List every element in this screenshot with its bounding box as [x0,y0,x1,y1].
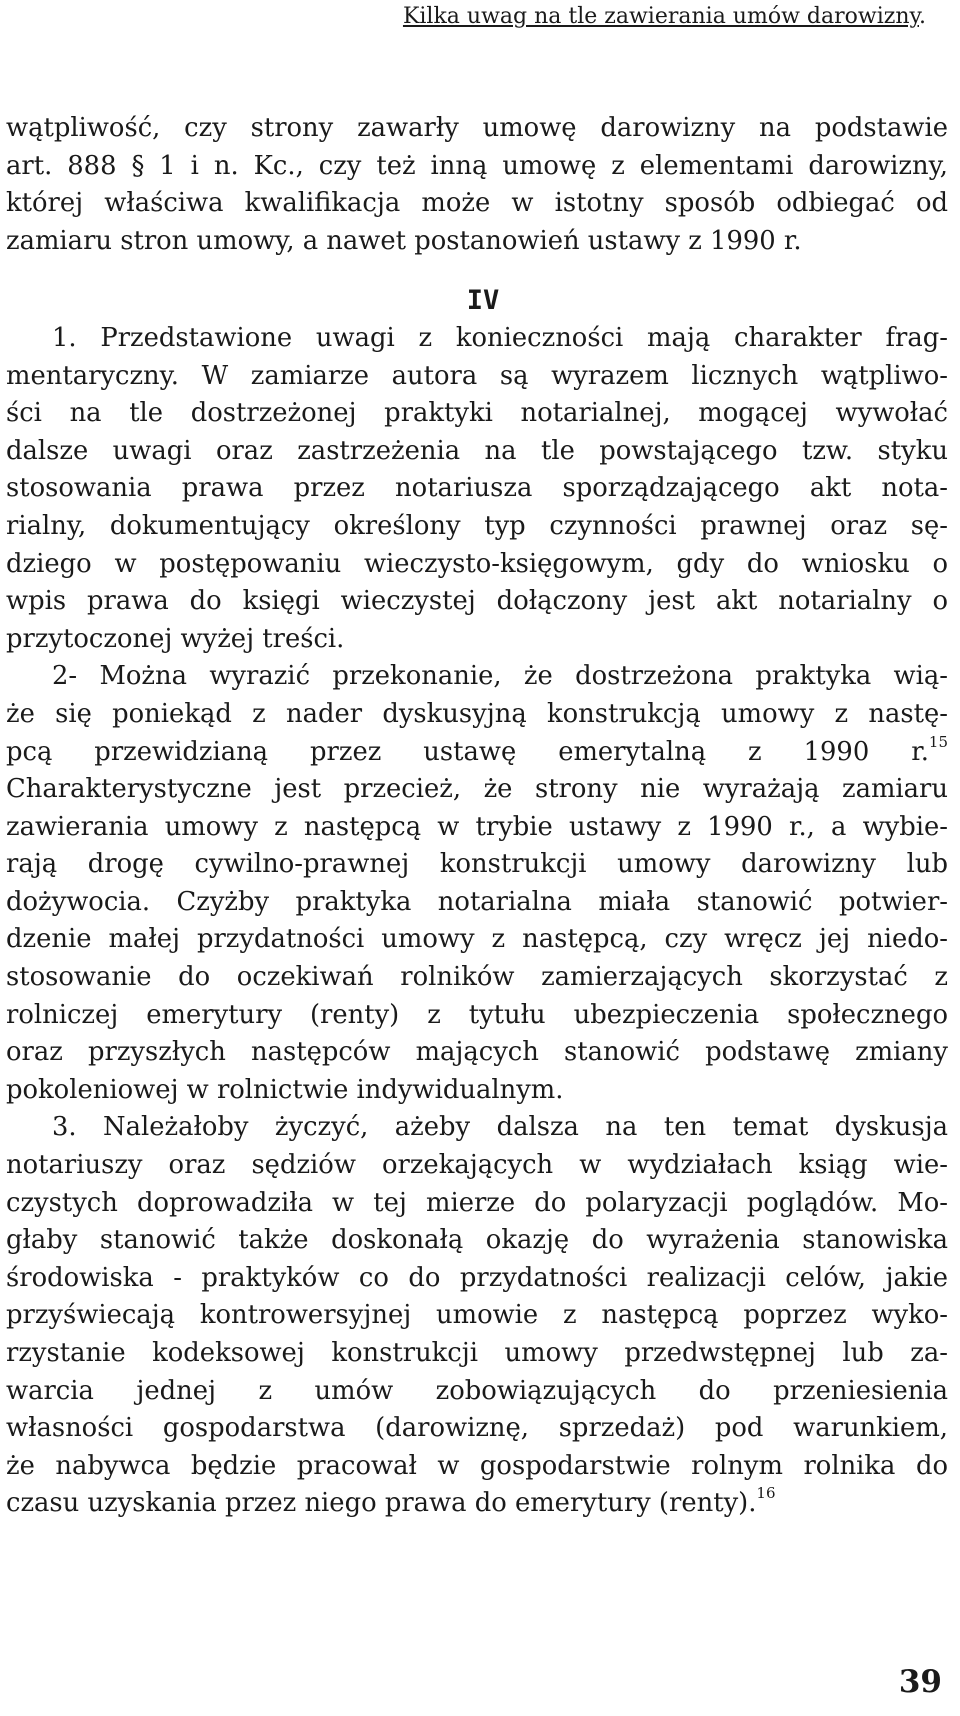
text-line: zamiaru stron umowy, a nawet postanowień ustawy z 1990 r. [6,225,802,256]
text-line: 3. Należałoby życzyć, ażeby dalsza na ten temat dyskusja [52,1112,948,1143]
text-line: warcia jednej z umów zobowiązujących do przeniesienia [6,1375,948,1406]
text-line: rolniczej emerytury (renty) z tytułu ubezpieczenia społecznego [6,999,948,1030]
text-line: dzenie małej przydatności umowy z następcą, czy wręcz jej niedo- [6,924,948,955]
text-line: środowiska - praktyków co do przydatności realizacji celów, jakie [6,1262,948,1293]
body-text [6,110,948,1523]
text-line: ści na tle dostrzeżonej praktyki notarialnej, mogącej wywołać [6,398,948,429]
text-line: stosowanie do oczekiwań rolników zamierzających skorzystać z [6,962,948,993]
text-line: dalsze uwagi oraz zastrzeżenia na tle powstającego tzw. styku [6,435,948,466]
text-line: rzystanie kodeksowej konstrukcji umowy przedwstępnej lub za- [6,1338,948,1368]
text-line: rialny, dokumentujący określony typ czynności prawnej oraz sę- [6,510,948,541]
text-line: 2- Można wyrazić przekonanie, że dostrzeżona praktyka wią- [52,661,948,692]
footnote-ref-16: 16 [756,1484,776,1503]
page-number: 39 [898,1664,942,1700]
text-line: czystych doprowadziła w tej mierze do polaryzacji poglądów. Mo- [6,1187,948,1218]
text-line [6,734,948,772]
running-head-suffix: . [919,4,926,29]
text-line [6,1485,948,1523]
text-line: 1. Przedstawione uwagi z konieczności mają charakter frag- [52,322,948,353]
text-line: głaby stanowić także doskonałą okazję do wyrażenia stanowiska [6,1225,948,1256]
text-line: że się poniekąd z nader dyskusyjną konstrukcją umowy z nastę- [6,698,948,729]
text-line: przyświecają kontrowersyjnej umowie z następcą poprzez wyko- [6,1300,948,1331]
text-line: własności gospodarstwa (darowiznę, sprzedaż) pod warunkiem, [6,1413,948,1444]
text-line: dożywocia. Czyżby praktyka notarialna miała stanowić potwier- [6,886,948,917]
text-line: że nabywca będzie pracował w gospodarstwie rolnym rolnika do [6,1450,948,1481]
text-segment: czasu uzyskania przez niego prawa do emerytury (renty). [6,1488,757,1519]
text-segment: pcą przewidzianą przez ustawę emerytalną z 1990 r. [6,736,929,767]
text-line: dziego w postępowaniu wieczysto-księgowym, gdy do wniosku o [6,548,948,579]
running-head [403,4,926,29]
text-line: oraz przyszłych następców mających stanowić podstawę zmiany [6,1037,948,1068]
running-head-title: Kilka uwag na tle zawierania umów darowizny [402,4,919,29]
text-line: Charakterystyczne jest przecież, że strony nie wyrażają zamiaru [6,774,948,805]
footnote-ref-15: 15 [928,732,948,751]
text-line: notariuszy oraz sędziów orzekających w wydziałach ksiąg wie- [6,1150,948,1181]
section-heading: IV [466,285,500,317]
text-line: pokoleniowej w rolnictwie indywidualnym. [6,1074,564,1105]
text-line: wątpliwość, czy strony zawarły umowę darowizny na podstawie [6,113,948,143]
text-line: zawierania umowy z następcą w trybie ustawy z 1990 r., a wybie- [6,811,948,842]
text-line: stosowania prawa przez notariusza sporządzającego akt nota- [6,473,948,504]
text-line: art. 888 § 1 i n. Kc., czy też inną umowę z elementami darowizny, [6,150,948,181]
text-line: której właściwa kwalifikacja może w istotny sposób odbiegać od [6,188,948,219]
text-line: rają drogę cywilno-prawnej konstrukcji umowy darowizny lub [6,849,948,880]
text-line: wpis prawa do księgi wieczystej dołączony jest akt notarialny o [6,586,948,617]
text-line: mentaryczny. W zamiarze autora są wyrazem licznych wątpliwo- [6,360,948,391]
text-line: przytoczonej wyżej treści. [6,623,345,654]
